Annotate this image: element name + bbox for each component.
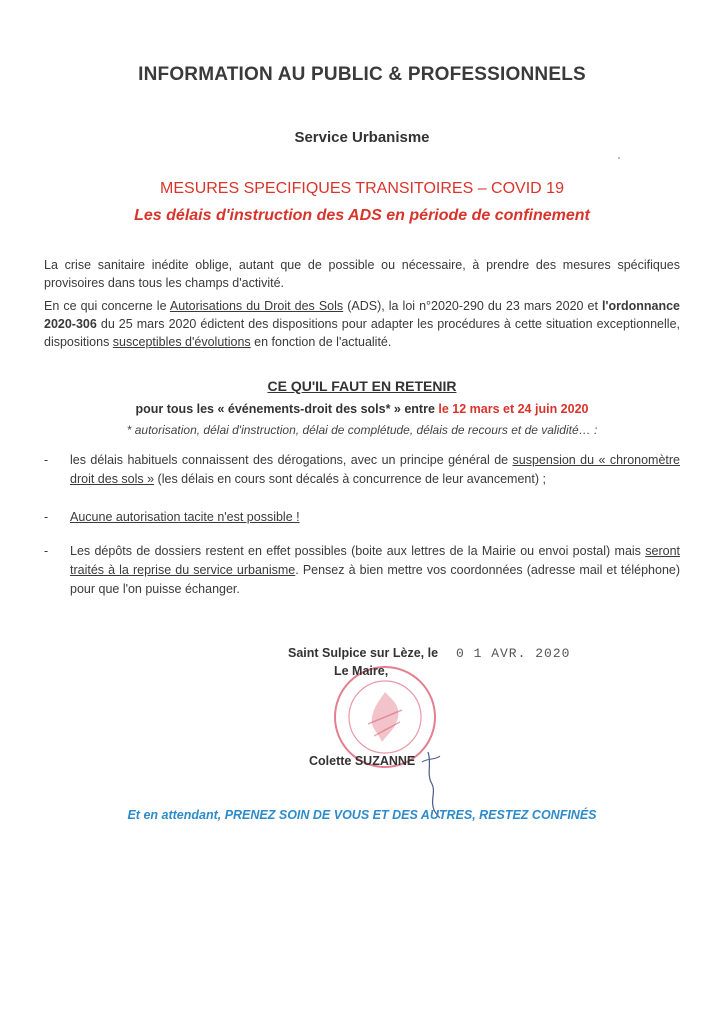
- text-run: du 25 mars 2020 édictent des dispositions pour adapter les procédures à cette situation exceptionnelle, dispositions: [44, 317, 680, 349]
- text-run: Les dépôts de dossiers restent en effet possibles (boite aux lettres de la Mairie ou envoi postal) mais: [70, 544, 646, 558]
- date-range: le 12 mars et 24 juin 2020: [438, 402, 589, 416]
- retenir-scope: [0, 402, 724, 416]
- text-run: . Pensez à bien mettre vos coordonnées (adresse mail et téléphone) pour que l'on puisse échanger.: [70, 563, 681, 596]
- bullet-item-1: [44, 451, 680, 489]
- bullet-text: [70, 508, 680, 527]
- document-title: INFORMATION AU PUBLIC & PROFESSIONNELS: [138, 64, 586, 85]
- notice-subtitle: Les délais d'instruction des ADS en période de confinement: [134, 207, 590, 224]
- evolution-term: susceptibles d'évolutions: [112, 335, 251, 349]
- bullet-text: [70, 451, 680, 489]
- bullet-item-2: [44, 508, 680, 527]
- signature-date: 0 1 AVR. 2020: [456, 646, 571, 661]
- service-name: Service Urbanisme: [294, 129, 430, 146]
- ads-term: Autorisations du Droit des Sols: [169, 299, 344, 313]
- signature-role: Le Maire,: [334, 664, 389, 678]
- closing-message: Et en attendant, PRENEZ SOIN DE VOUS ET DES AUTRES, RESTEZ CONFINÉS: [127, 808, 597, 822]
- text-run: (les délais en cours sont décalés à concurrence de leur avancement) ;: [154, 472, 546, 486]
- retenir-title: CE QU'IL FAUT EN RETENIR: [267, 378, 457, 394]
- text-run: en fonction de l'actualité.: [250, 335, 392, 349]
- bullet-text: [70, 542, 680, 599]
- bullet-dash: -: [44, 544, 49, 558]
- ordonnance-ref: l'ordonnance 2020-306: [44, 299, 681, 331]
- signature-name: Colette SUZANNE: [309, 754, 416, 768]
- intro-paragraph-2: [44, 297, 680, 351]
- text-run: En ce qui concerne le: [44, 299, 170, 313]
- underlined-run: suspension du « chronomètre droit des sols »: [70, 453, 681, 486]
- notice-title: MESURES SPECIFIQUES TRANSITOIRES – COVID 19: [160, 180, 564, 197]
- retenir-note: * autorisation, délai d'instruction, délai de complétude, délais de recours et de validité… :: [126, 423, 598, 437]
- underlined-run: Aucune autorisation tacite n'est possible !: [70, 510, 300, 524]
- underlined-run: seront traités à la reprise du service urbanisme: [70, 544, 680, 577]
- intro-paragraph-1: La crise sanitaire inédite oblige, autant que de possible ou nécessaire, à prendre des mesures spécifiques provisoires dans tous les champs d'activité.: [44, 258, 680, 290]
- text-run: (ADS), la loi n°2020-290 du 23 mars 2020 et: [343, 299, 603, 313]
- speck: [618, 157, 620, 159]
- text-run: pour tous les « événements-droit des sols* » entre: [135, 402, 439, 416]
- bullet-item-3: [44, 542, 680, 599]
- signature-place: Saint Sulpice sur Lèze, le: [288, 646, 439, 660]
- bullet-dash: -: [44, 510, 49, 524]
- text-run: les délais habituels connaissent des dérogations, avec un principe général de: [70, 453, 513, 467]
- bullet-dash: -: [44, 453, 49, 467]
